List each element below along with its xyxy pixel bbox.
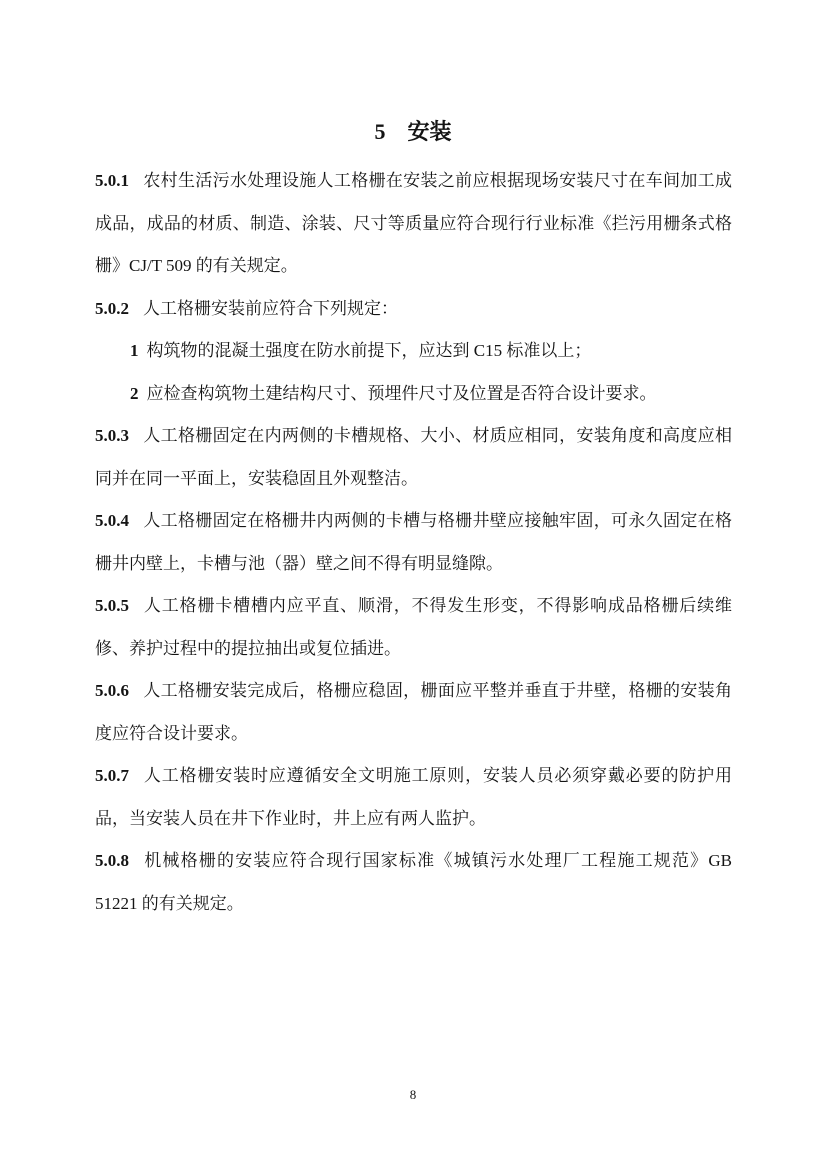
clause-5-0-4 <box>95 500 732 585</box>
clause-text: 人工格栅安装完成后，格栅应稳固，栅面应平整并垂直于井壁，格栅的安装角度应符合设计要求。 <box>95 681 732 743</box>
clause-5-0-2 <box>95 288 732 331</box>
item-text: 构筑物的混凝土强度在防水前提下，应达到 C15 标准以上； <box>146 341 592 360</box>
section-title <box>0 116 826 148</box>
clause-text: 人工格栅固定在内两侧的卡槽规格、大小、材质应相同，安装角度和高度应相同并在同一平面上，安装稳固且外观整洁。 <box>95 426 732 488</box>
clause-text: 人工格栅安装前应符合下列规定： <box>143 298 398 318</box>
clause-number: 5.0.3 <box>95 426 129 445</box>
clause-number: 5.0.5 <box>95 596 129 615</box>
clause-5-0-3 <box>95 415 732 500</box>
item-number: 1 <box>130 341 139 360</box>
clause-number: 5.0.2 <box>95 298 129 318</box>
clause-number: 5.0.7 <box>95 766 129 785</box>
clause-5-0-2-item-1 <box>95 330 732 373</box>
clause-5-0-7 <box>95 755 732 840</box>
clause-5-0-8 <box>95 840 732 925</box>
document-body <box>95 160 732 925</box>
clause-number: 5.0.6 <box>95 681 129 700</box>
clause-number: 5.0.4 <box>95 511 129 530</box>
clause-text: 人工格栅安装时应遵循安全文明施工原则，安装人员必须穿戴必要的防护用品，当安装人员在井下作业时，井上应有两人监护。 <box>95 766 732 828</box>
clause-number: 5.0.1 <box>95 171 129 190</box>
clause-5-0-1 <box>95 160 732 288</box>
clause-5-0-5 <box>95 585 732 670</box>
section-number: 5 <box>374 118 386 144</box>
clause-text: 农村生活污水处理设施人工格栅在安装之前应根据现场安装尺寸在车间加工成成品，成品的材质、制造、涂装、尺寸等质量应符合现行行业标准《拦污用栅条式格栅》CJ/T 509 的有关规定。 <box>95 171 732 275</box>
item-text: 应检查构筑物土建结构尺寸、预埋件尺寸及位置是否符合设计要求。 <box>146 383 657 403</box>
page-number: 8 <box>409 1087 417 1102</box>
clause-5-0-2-item-2 <box>95 373 732 416</box>
clause-text: 人工格栅卡槽槽内应平直、顺滑，不得发生形变，不得影响成品格栅后续维修、养护过程中的提拉抽出或复位插进。 <box>95 596 732 658</box>
clause-number: 5.0.8 <box>95 851 129 870</box>
item-number: 2 <box>130 383 139 403</box>
clause-text: 人工格栅固定在格栅井内两侧的卡槽与格栅井壁应接触牢固，可永久固定在格栅井内壁上，卡槽与池（器）壁之间不得有明显缝隙。 <box>95 511 732 573</box>
clause-text: 机械格栅的安装应符合现行国家标准《城镇污水处理厂工程施工规范》GB 51221 的有关规定。 <box>95 851 732 913</box>
clause-5-0-6 <box>95 670 732 755</box>
section-title-text: 安装 <box>407 118 452 144</box>
